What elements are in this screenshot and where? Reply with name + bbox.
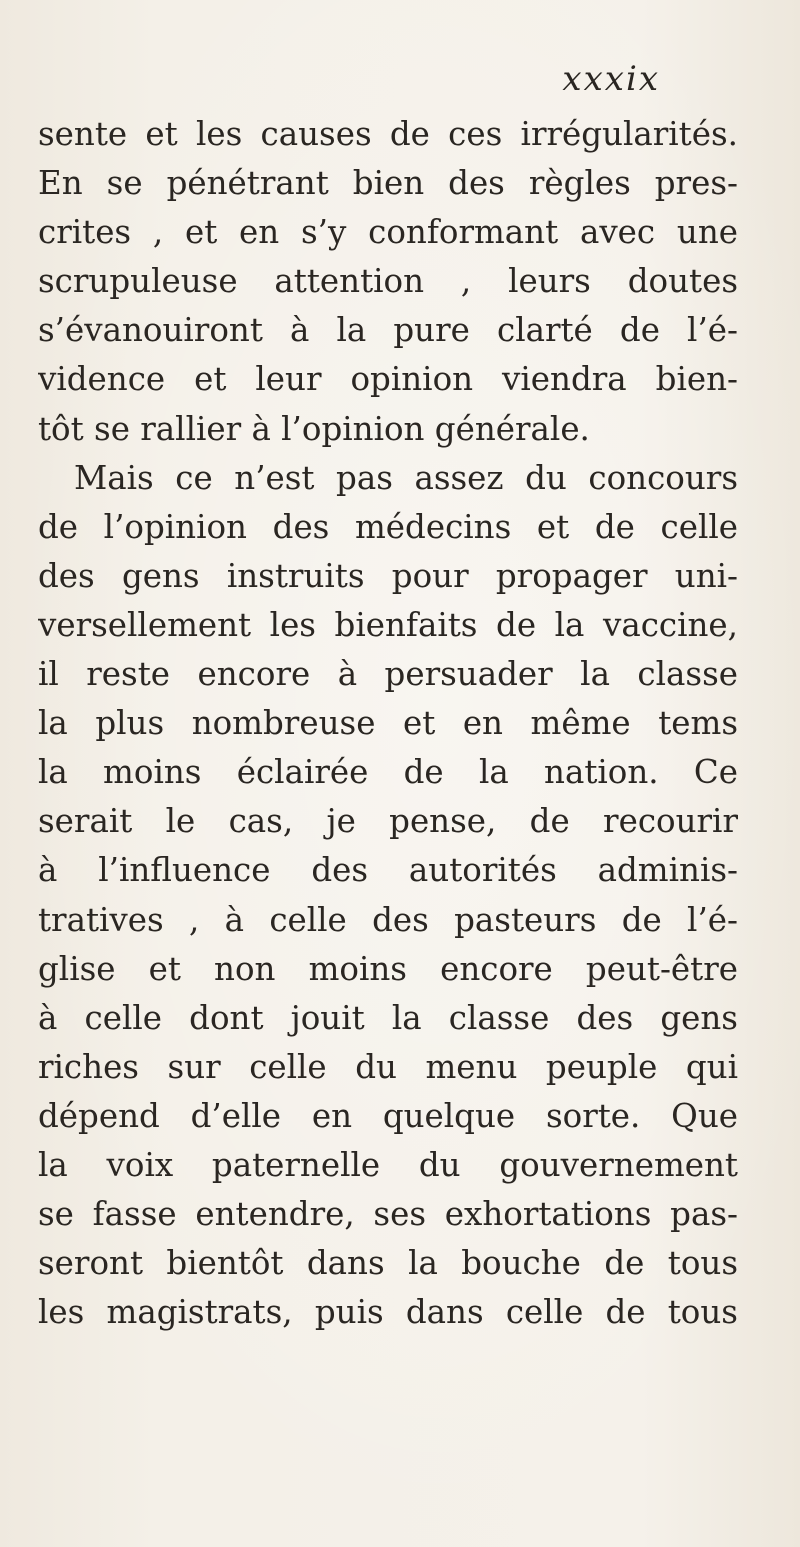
text-line: versellement les bienfaits de la vaccine, bbox=[38, 605, 738, 644]
text-line: seront bientôt dans la bouche de tous bbox=[38, 1244, 738, 1283]
text-line: à celle dont jouit la classe des gens bbox=[38, 998, 738, 1037]
text-line: sente et les causes de ces irrégularités. bbox=[38, 115, 738, 153]
page-number: xxxix bbox=[562, 59, 660, 99]
text-line: se fasse entendre, ses exhortations pas- bbox=[38, 1195, 738, 1234]
text-line: glise et non moins encore peut-être bbox=[38, 949, 738, 988]
paragraph-start-line: Mais ce n’est pas assez du concours bbox=[74, 458, 738, 497]
text-line: de l’opinion des médecins et de celle bbox=[38, 507, 738, 546]
text-line: En se pénétrant bien des règles pres- bbox=[38, 164, 738, 203]
text-line: il reste encore à persuader la classe bbox=[38, 655, 738, 694]
text-line: tôt se rallier à l’opinion générale. bbox=[38, 409, 590, 448]
text-line: des gens instruits pour propager uni- bbox=[38, 556, 738, 595]
text-line: la moins éclairée de la nation. Ce bbox=[38, 753, 738, 792]
text-line: à l’influence des autorités adminis- bbox=[38, 851, 738, 890]
text-line: les magistrats, puis dans celle de tous bbox=[38, 1293, 738, 1332]
text-line: crites , et en s’y conformant avec une bbox=[38, 213, 738, 252]
text-line: la plus nombreuse et en même tems bbox=[38, 704, 738, 743]
text-line: tratives , à celle des pasteurs de l’é- bbox=[38, 900, 738, 939]
text-line: serait le cas, je pense, de recourir bbox=[38, 802, 738, 841]
text-line: la voix paternelle du gouvernement bbox=[38, 1145, 738, 1184]
text-line: vidence et leur opinion viendra bien- bbox=[38, 360, 738, 399]
text-line: scrupuleuse attention , leurs doutes bbox=[38, 262, 738, 301]
text-line: dépend d’elle en quelque sorte. Que bbox=[38, 1096, 738, 1135]
text-line: riches sur celle du menu peuple qui bbox=[38, 1047, 738, 1086]
body-text bbox=[38, 110, 738, 1337]
text-line: s’évanouiront à la pure clarté de l’é- bbox=[38, 311, 738, 350]
